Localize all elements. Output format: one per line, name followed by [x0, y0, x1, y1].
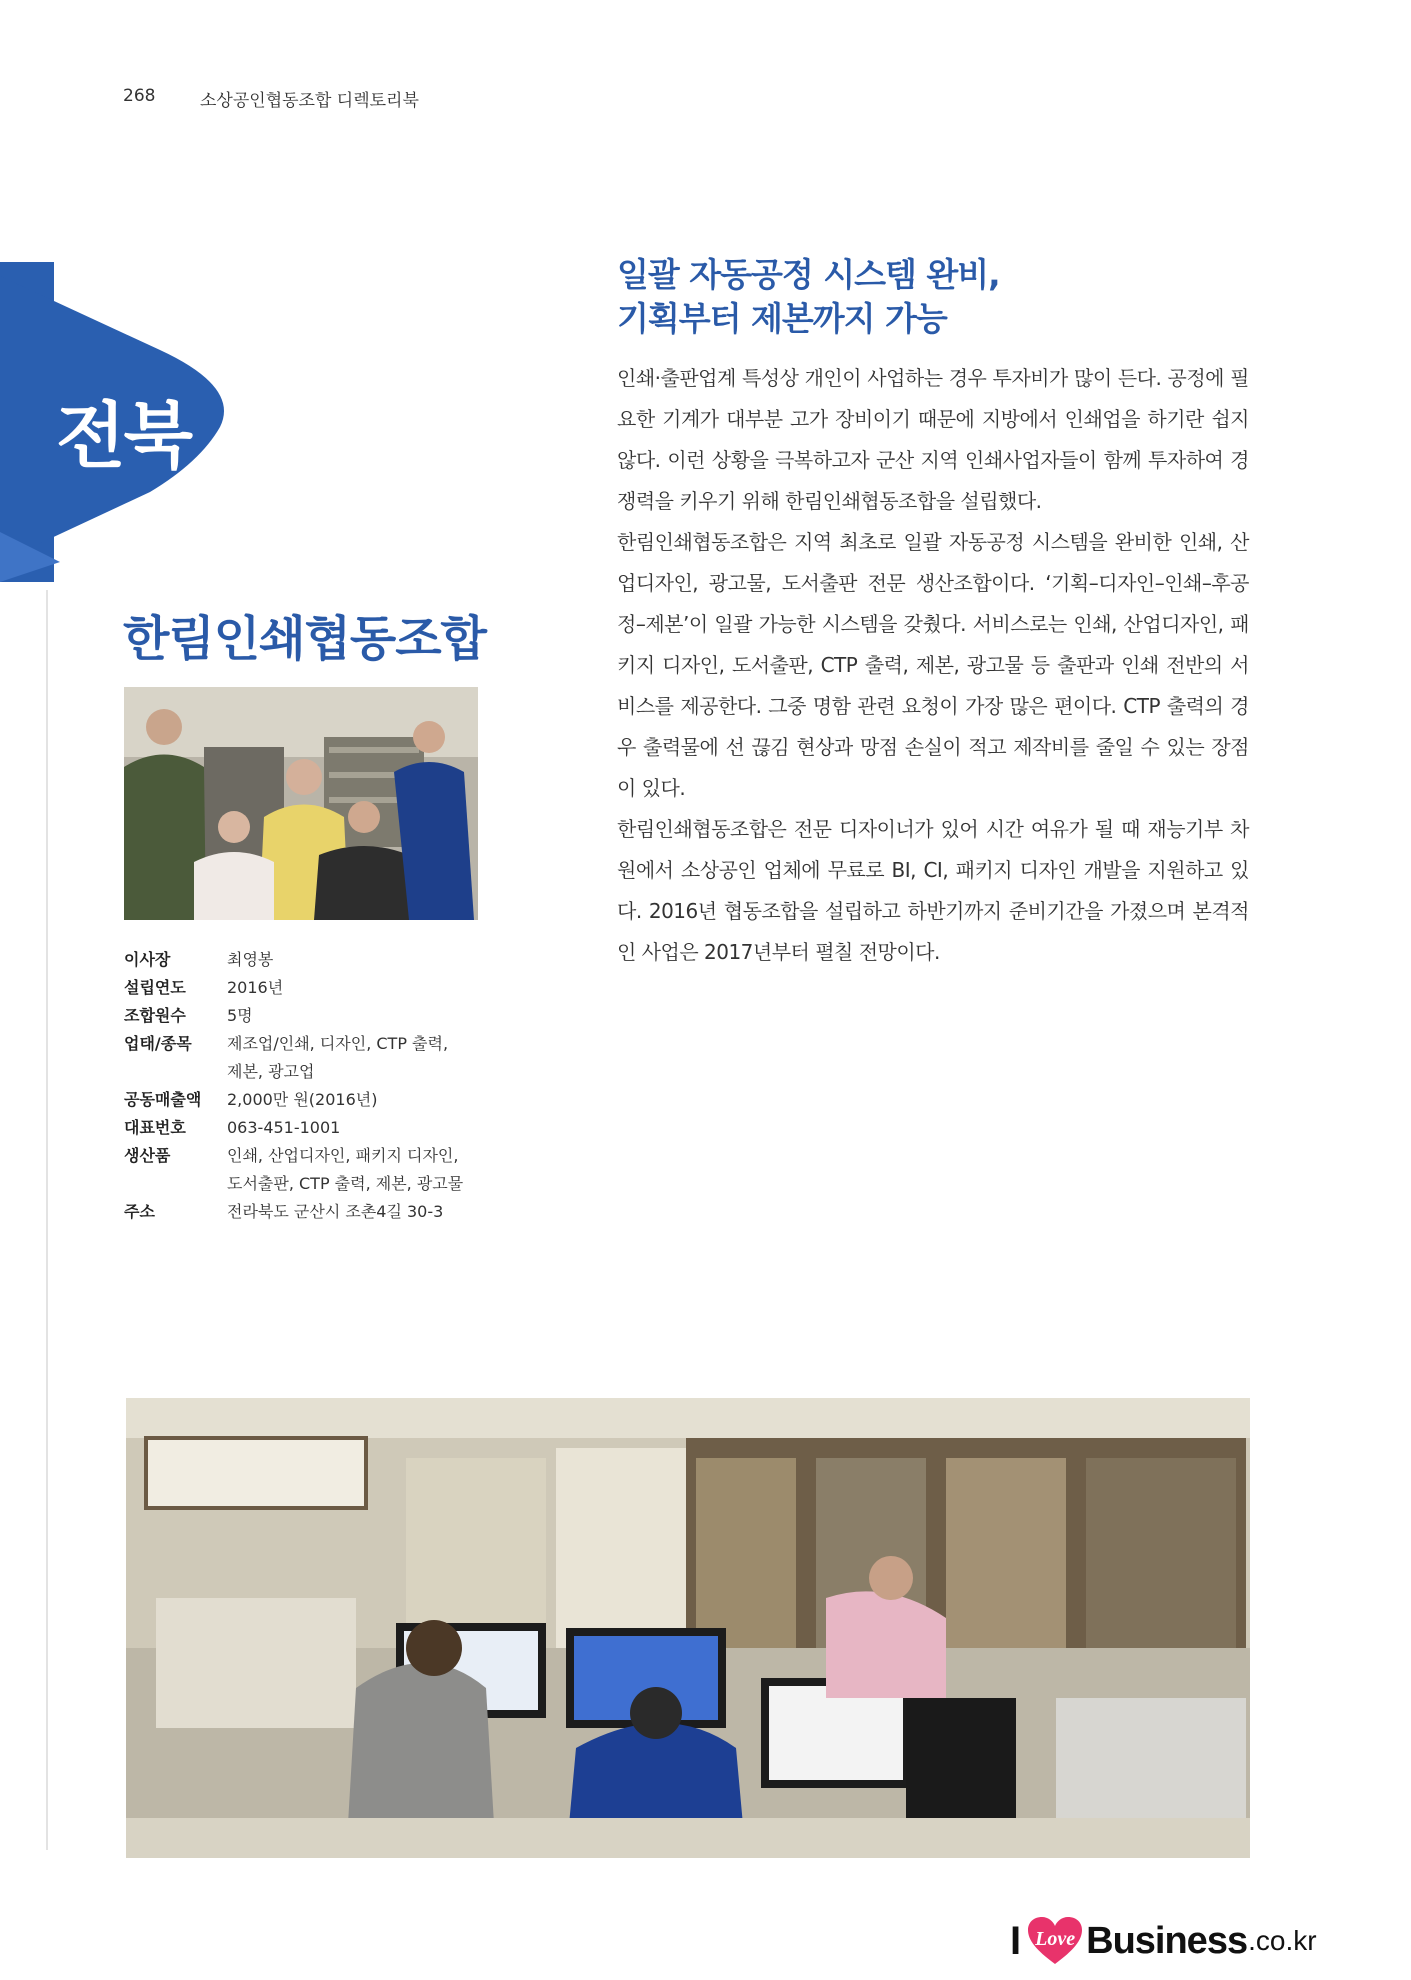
info-value [227, 1142, 504, 1198]
article-headline [617, 253, 1117, 341]
info-label: 생산품 [124, 1146, 171, 1165]
info-value: 전라북도 군산시 조촌4길 30-3 [227, 1202, 444, 1221]
headline-line: 기획부터 제본까지 가능 [617, 299, 947, 338]
info-row-address [124, 1198, 504, 1226]
footer-logo [1010, 1916, 1317, 1966]
logo-domain: .co.kr [1248, 1925, 1317, 1956]
info-row-ceo [124, 946, 504, 974]
info-row-phone [124, 1114, 504, 1142]
article-paragraph: 한림인쇄협동조합은 전문 디자이너가 있어 시간 여유가 될 때 재능기부 차원에서 소상공인 업체에 무료로 BI, CI, 패키지 디자인 개발을 지원하고 있다. 2016년 협동조합을 설립하고 하반기까지 준비기간을 가졌으며 본격적인 사업은 2017년부터 펼칠 전망이다. [617, 817, 1249, 964]
info-row-products [124, 1142, 504, 1198]
region-label: 전북 [56, 394, 192, 478]
info-label: 주소 [124, 1202, 155, 1221]
info-label: 이사장 [124, 950, 171, 969]
heart-icon [1026, 1916, 1084, 1966]
office-photo [126, 1398, 1250, 1858]
info-value: 063-451-1001 [227, 1118, 341, 1137]
article-body [617, 358, 1249, 973]
info-value-line: 제조업/인쇄, 디자인, CTP 출력, [227, 1034, 449, 1053]
info-value: 5명 [227, 1006, 253, 1025]
info-row-sales [124, 1086, 504, 1114]
info-value-line: 인쇄, 산업디자인, 패키지 디자인, [227, 1146, 459, 1165]
info-value: 2,000만 원(2016년) [227, 1090, 378, 1109]
article-paragraph: 한림인쇄협동조합은 지역 최초로 일괄 자동공정 시스템을 완비한 인쇄, 산업디자인, 광고물, 도서출판 전문 생산조합이다. ‘기획–디자인–인쇄–후공정–제본’이 일괄 가능한 시스템을 갖췄다. 서비스로는 인쇄, 산업디자인, 패키지 디자인, 도서출판, CTP 출력, 제본, 광고물 등 출판과 인쇄 전반의 서비스를 제공한다. 그중 명함 관련 요청이 가장 많은 편이다. CTP 출력의 경우 출력물에 선 끊김 현상과 망점 손실이 적고 제작비를 줄일 수 있는 장점이 있다. [617, 530, 1249, 800]
info-label: 설립연도 [124, 978, 186, 997]
logo-business: Business [1086, 1919, 1248, 1962]
info-row-members [124, 1002, 504, 1030]
info-value: 최영봉 [227, 950, 274, 969]
info-value-line: 제본, 광고업 [227, 1062, 315, 1081]
info-value: 2016년 [227, 978, 284, 997]
info-label: 대표번호 [124, 1118, 186, 1137]
info-label: 공동매출액 [124, 1090, 202, 1109]
info-table [124, 946, 504, 1226]
info-row-founded [124, 974, 504, 1002]
info-value [227, 1030, 504, 1086]
page-number: 268 [123, 86, 156, 106]
book-title: 소상공인협동조합 디렉토리북 [200, 91, 419, 111]
logo-i: I [1010, 1918, 1022, 1963]
article-paragraph: 인쇄·출판업계 특성상 개인이 사업하는 경우 투자비가 많이 든다. 공정에 필요한 기계가 대부분 고가 장비이기 때문에 지방에서 인쇄업을 하기란 쉽지 않다. 이런 상황을 극복하고자 군산 지역 인쇄사업자들이 함께 투자하여 경쟁력을 키우기 위해 한림인쇄협동조합을 설립했다. [617, 366, 1249, 513]
info-row-business-type [124, 1030, 504, 1086]
cooperative-name: 한림인쇄협동조합 [123, 611, 486, 667]
info-label: 조합원수 [124, 1006, 186, 1025]
info-value-line: 도서출판, CTP 출력, 제본, 광고물 [227, 1174, 464, 1193]
headline-line: 일괄 자동공정 시스템 완비, [617, 255, 1000, 294]
team-photo [124, 687, 478, 920]
logo-love: Love [1035, 1928, 1076, 1950]
page-edge-line [46, 590, 48, 1850]
info-label: 업태/종목 [124, 1034, 192, 1053]
